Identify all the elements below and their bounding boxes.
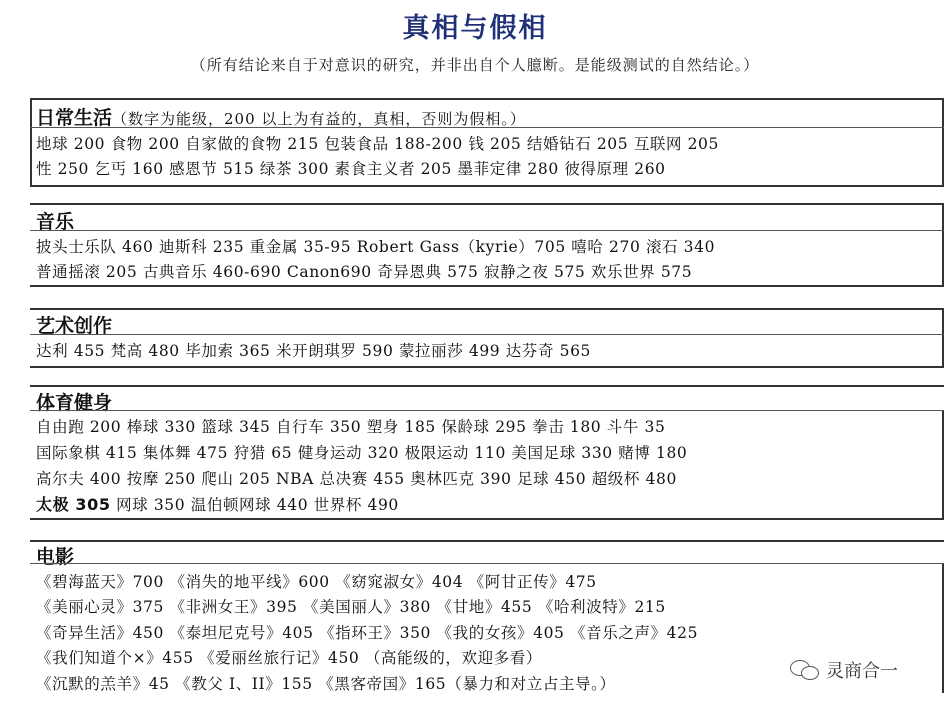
list-item: 《我们知道个×》455 《爱丽丝旅行记》450 （高能级的，欢迎多看） <box>36 649 543 667</box>
list-item: 高尔夫 400 按摩 250 爬山 205 NBA 总决赛 455 奥林匹克 390 足球 450 超级杯 480 <box>36 470 677 488</box>
list-item: 《美丽心灵》375 《非洲女王》395 《美国丽人》380 《甘地》455 《哈利波特》215 <box>36 598 666 616</box>
section-header-underline <box>30 127 944 128</box>
frame-right-line <box>942 308 944 366</box>
section-title-daily-life <box>36 103 526 130</box>
section-title-sports: 体育健身 <box>36 392 113 414</box>
section-divider <box>30 185 944 187</box>
section-title-music: 音乐 <box>36 211 75 233</box>
page-subtitle: （所有结论来自于对意识的研究，并非出自个人臆断。是能级测试的自然结论。） <box>190 56 760 74</box>
section-divider <box>30 98 944 100</box>
frame-left-line <box>30 98 32 185</box>
section-divider <box>30 308 944 310</box>
frame-right-line <box>942 98 944 185</box>
section-header-underline <box>30 334 944 335</box>
section-title-text: 日常生活 <box>36 107 113 129</box>
list-item: 达利 455 梵高 480 毕加索 365 米开朗琪罗 590 蒙拉丽莎 499 达芬奇 565 <box>36 342 592 360</box>
section-note: （数字为能级，200 以上为有益的，真相，否则为假相。） <box>112 110 526 128</box>
list-item: 《沉默的羔羊》45 《教父 I、II》155 《黑客帝国》165（暴力和对立占主导。） <box>36 675 616 693</box>
list-item-text: 网球 350 温伯顿网球 440 世界杯 490 <box>110 496 399 514</box>
list-item: 《碧海蓝天》700 《消失的地平线》600 《窈窕淑女》404 《阿甘正传》475 <box>36 573 597 591</box>
page-title: 真相与假相 <box>402 13 548 44</box>
section-divider <box>30 203 944 205</box>
section-divider <box>30 540 944 542</box>
section-divider <box>30 366 944 368</box>
list-item: 披头士乐队 460 迪斯科 235 重金属 35-95 Robert Gass（kyrie）705 嘻哈 270 滚石 340 <box>36 238 716 256</box>
section-divider <box>30 518 944 520</box>
list-item: 地球 200 食物 200 自家做的食物 215 包装食品 188-200 钱 205 结婚钻石 205 互联网 205 <box>36 135 719 153</box>
list-item: 《奇异生活》450 《泰坦尼克号》405 《指环王》350 《我的女孩》405 《音乐之声》425 <box>36 624 699 642</box>
list-item: 普通摇滚 205 古典音乐 460-690 Canon690 奇异恩典 575 寂静之夜 575 欢乐世界 575 <box>36 263 693 281</box>
frame-right-line <box>942 410 944 518</box>
section-title-art: 艺术创作 <box>36 315 113 337</box>
section-header-underline <box>30 563 944 564</box>
section-divider <box>30 285 944 287</box>
section-header-underline <box>30 230 944 231</box>
frame-right-line <box>942 203 944 285</box>
watermark <box>790 656 936 684</box>
taiji-label: 太极 305 <box>36 495 111 514</box>
chat-bubbles-icon <box>790 658 820 682</box>
list-item: 性 250 乞丐 160 感恩节 515 绿茶 300 素食主义者 205 墨菲定律 280 彼得原理 260 <box>36 160 666 178</box>
watermark-text: 灵商合一 <box>826 661 898 682</box>
section-title-movies: 电影 <box>36 546 75 568</box>
frame-right-line <box>942 563 944 693</box>
list-item: 国际象棋 415 集体舞 475 狩猎 65 健身运动 320 极限运动 110 美国足球 330 赌博 180 <box>36 444 688 462</box>
list-item: 自由跑 200 棒球 330 篮球 345 自行车 350 塑身 185 保龄球 295 拳击 180 斗牛 35 <box>36 418 666 436</box>
list-item <box>36 492 399 515</box>
section-header-underline <box>30 410 944 411</box>
section-divider <box>30 385 944 387</box>
